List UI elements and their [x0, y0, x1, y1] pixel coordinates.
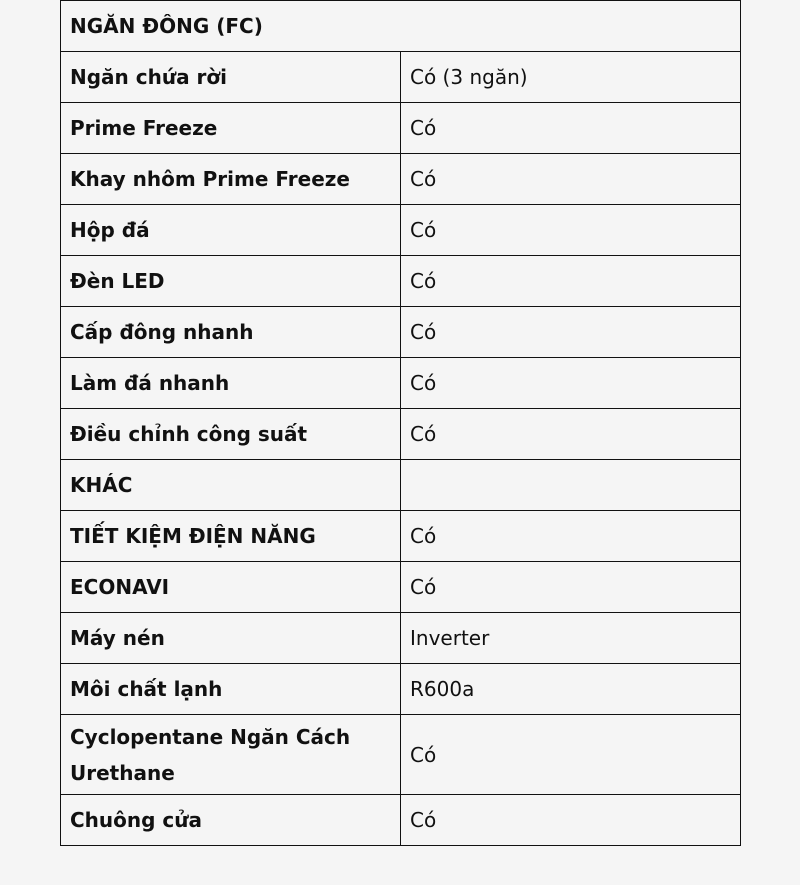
table-row	[61, 460, 741, 511]
row-value: Có	[401, 154, 741, 205]
spec-table	[60, 0, 741, 846]
row-value: Có	[401, 103, 741, 154]
row-label: Hộp đá	[61, 205, 401, 256]
section-header: NGĂN ĐÔNG (FC)	[61, 1, 741, 52]
table-row	[61, 307, 741, 358]
table-row	[61, 52, 741, 103]
row-value: Có	[401, 256, 741, 307]
row-value: Có	[401, 715, 741, 795]
table-row	[61, 562, 741, 613]
row-value: Có	[401, 795, 741, 846]
row-label: TIẾT KIỆM ĐIỆN NĂNG	[61, 511, 401, 562]
row-label: Khay nhôm Prime Freeze	[61, 154, 401, 205]
row-value: Có	[401, 511, 741, 562]
table-row	[61, 358, 741, 409]
table-row	[61, 795, 741, 846]
row-label: Ngăn chứa rời	[61, 52, 401, 103]
row-label: ECONAVI	[61, 562, 401, 613]
row-value: Có	[401, 205, 741, 256]
row-value: Inverter	[401, 613, 741, 664]
table-row	[61, 409, 741, 460]
row-value: Có (3 ngăn)	[401, 52, 741, 103]
row-label: Cấp đông nhanh	[61, 307, 401, 358]
table-row	[61, 613, 741, 664]
row-value: Có	[401, 409, 741, 460]
table-row	[61, 664, 741, 715]
row-label: Cyclopentane Ngăn Cách Urethane	[61, 715, 401, 795]
row-label: Máy nén	[61, 613, 401, 664]
row-value: Có	[401, 358, 741, 409]
row-value	[401, 460, 741, 511]
table-row	[61, 511, 741, 562]
row-value: R600a	[401, 664, 741, 715]
table-row	[61, 103, 741, 154]
row-value: Có	[401, 562, 741, 613]
table-row	[61, 154, 741, 205]
table-row	[61, 715, 741, 795]
row-label: Làm đá nhanh	[61, 358, 401, 409]
row-label: Prime Freeze	[61, 103, 401, 154]
table-row	[61, 205, 741, 256]
table-header-row	[61, 1, 741, 52]
row-label: KHÁC	[61, 460, 401, 511]
row-value: Có	[401, 307, 741, 358]
row-label: Môi chất lạnh	[61, 664, 401, 715]
row-label: Chuông cửa	[61, 795, 401, 846]
row-label: Đèn LED	[61, 256, 401, 307]
table-row	[61, 256, 741, 307]
row-label: Điều chỉnh công suất	[61, 409, 401, 460]
